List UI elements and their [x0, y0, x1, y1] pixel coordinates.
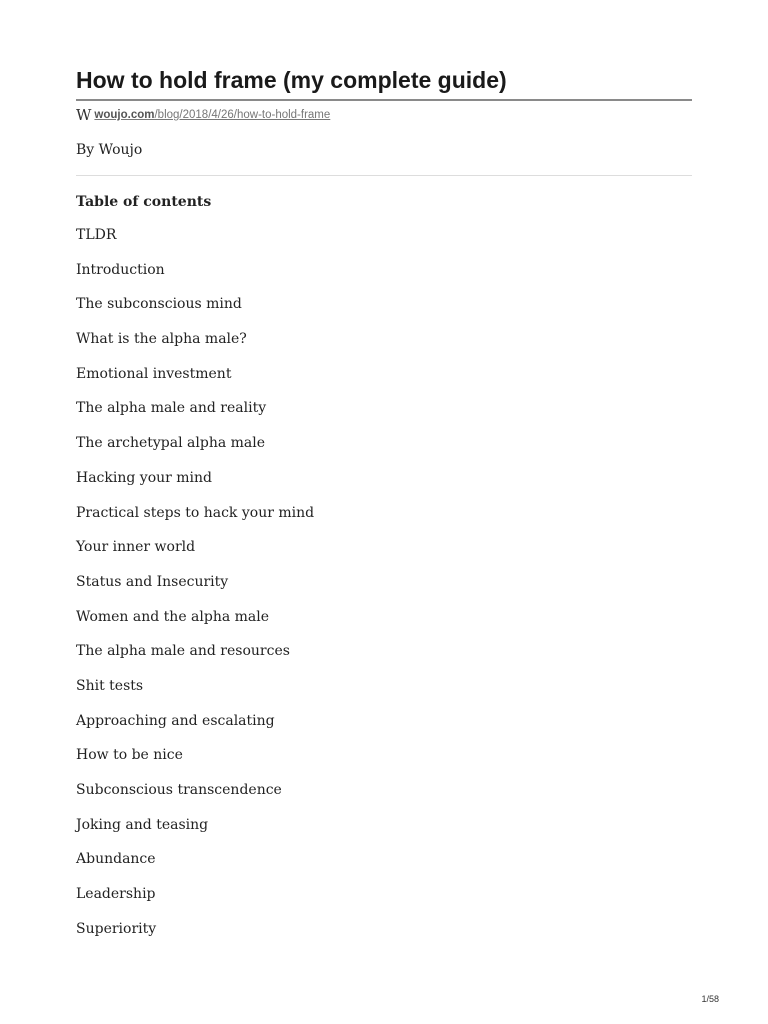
toc-item-approaching-escalating[interactable]: Approaching and escalating — [76, 712, 275, 729]
source-url-domain: woujo.com — [94, 109, 155, 121]
toc-item-introduction[interactable]: Introduction — [76, 261, 165, 278]
page-title: How to hold frame (my complete guide) — [76, 64, 692, 101]
toc-item-abundance[interactable]: Abundance — [76, 851, 156, 868]
source-line — [76, 104, 692, 126]
toc-item-superiority[interactable]: Superiority — [76, 920, 157, 937]
toc-item-alpha-male-and-reality[interactable]: The alpha male and reality — [76, 400, 267, 417]
toc-item-status-insecurity[interactable]: Status and Insecurity — [76, 573, 229, 590]
toc-item-joking-teasing[interactable]: Joking and teasing — [76, 816, 209, 833]
toc-item-emotional-investment[interactable]: Emotional investment — [76, 365, 232, 382]
toc-item-women-alpha-male[interactable]: Women and the alpha male — [76, 608, 270, 625]
toc-list — [76, 225, 692, 953]
source-url-path: /blog/2018/4/26/how-to-hold-frame — [154, 109, 331, 121]
toc-item-what-is-alpha-male[interactable]: What is the alpha male? — [76, 331, 247, 348]
toc-item-alpha-male-resources[interactable]: The alpha male and resources — [76, 643, 290, 660]
page-number: 1/58 — [701, 994, 719, 1004]
toc-item-hacking-your-mind[interactable]: Hacking your mind — [76, 469, 213, 486]
toc-item-archetypal-alpha-male[interactable]: The archetypal alpha male — [76, 435, 266, 452]
toc-item-subconscious-transcendence[interactable]: Subconscious transcendence — [76, 782, 282, 798]
toc-item-how-to-be-nice[interactable]: How to be nice — [76, 747, 183, 764]
toc-item-subconscious-mind[interactable]: The subconscious mind — [76, 296, 242, 313]
document-page — [76, 64, 692, 953]
toc-item-shit-tests[interactable]: Shit tests — [76, 677, 144, 694]
toc-item-practical-steps[interactable]: Practical steps to hack your mind — [76, 504, 315, 521]
toc-item-leadership[interactable]: Leadership — [76, 886, 156, 903]
byline: By Woujo — [76, 142, 692, 176]
toc-item-inner-world[interactable]: Your inner world — [76, 539, 196, 556]
source-url-link[interactable] — [94, 109, 330, 121]
woujo-logo-icon: W — [76, 106, 92, 124]
toc-heading: Table of contents — [76, 194, 212, 210]
toc-item-tldr[interactable]: TLDR — [76, 227, 117, 243]
